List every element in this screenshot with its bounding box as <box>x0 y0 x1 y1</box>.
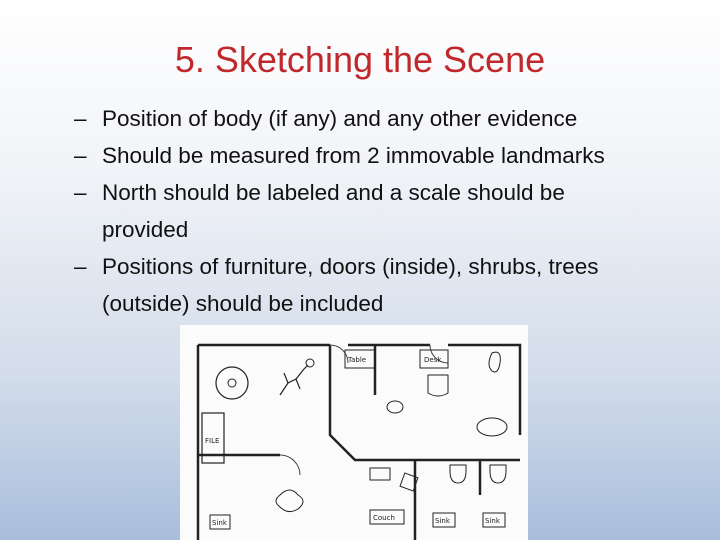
toilet-shape <box>450 465 466 483</box>
chair-shape <box>428 375 448 396</box>
furniture-shape <box>370 468 390 480</box>
round-table-shape <box>216 367 248 399</box>
bullet-item <box>74 137 714 174</box>
body-head-shape <box>306 359 314 367</box>
bullet-text-continued: provided <box>102 217 189 242</box>
sink-label: Sink <box>485 517 500 525</box>
toilet-shape <box>490 465 506 483</box>
bullet-dash: – <box>74 143 87 168</box>
furniture-shape <box>489 352 500 372</box>
floorplan-drawing <box>180 325 528 540</box>
table-label: Table <box>348 356 367 364</box>
bullet-list <box>74 100 714 322</box>
evidence-item-shape <box>387 401 403 413</box>
bullet-text: Position of body (if any) and any other evidence <box>102 106 578 131</box>
bullet-text: Should be measured from 2 immovable landmarks <box>102 143 605 168</box>
round-table-center <box>228 379 236 387</box>
sink-label: Sink <box>212 519 227 527</box>
bullet-dash: – <box>74 180 87 205</box>
couch-label: Couch <box>373 514 395 522</box>
plant-shape <box>276 490 303 512</box>
body-outline-shape <box>280 365 308 395</box>
bullet-text: North should be labeled and a scale should be <box>102 180 565 205</box>
file-label: FILE <box>205 437 220 445</box>
bullet-item <box>74 100 714 137</box>
slide-title: 5. Sketching the Scene <box>174 39 546 80</box>
bullet-text: Positions of furniture, doors (inside), shrubs, trees <box>102 254 599 279</box>
bullet-item <box>74 174 714 248</box>
desk-label: Desk <box>424 356 442 364</box>
bullet-dash: – <box>74 254 87 279</box>
crime-scene-sketch <box>180 325 528 540</box>
oval-table-shape <box>477 418 507 436</box>
sink-label: Sink <box>435 517 450 525</box>
bullet-dash: – <box>74 106 87 131</box>
bullet-item <box>74 248 714 322</box>
bullet-text-continued: (outside) should be included <box>102 291 384 316</box>
door-swing <box>280 455 300 475</box>
